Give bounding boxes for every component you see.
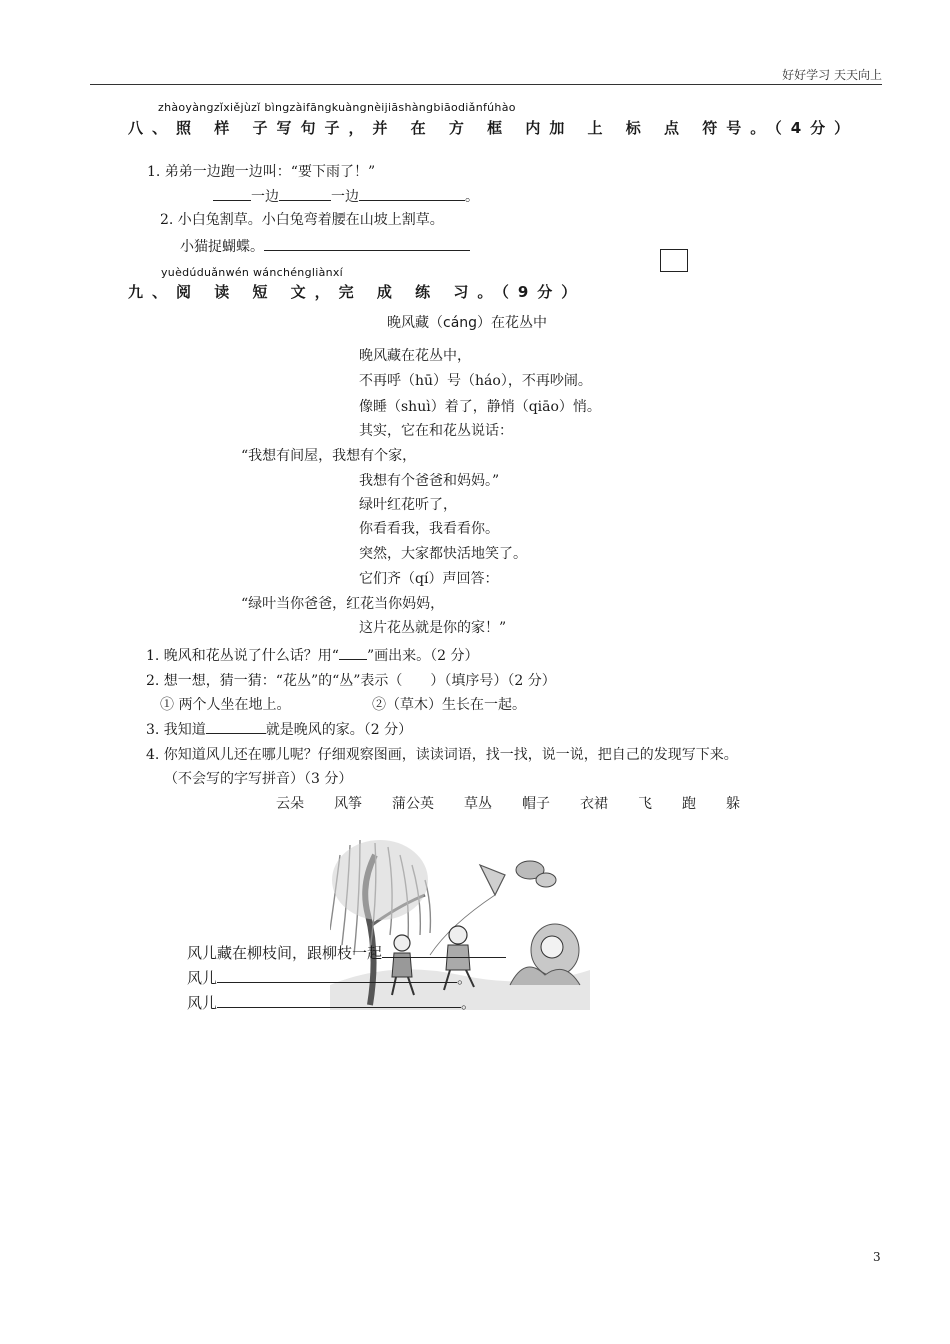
poem-line: 它们齐（qí）声回答： — [359, 571, 499, 587]
poem-line: 这片花丛就是你的家！” — [359, 620, 507, 636]
poem-line: “绿叶当你爸爸，红花当你妈妈， — [241, 596, 445, 612]
butterfly — [516, 861, 556, 887]
answer-line-end: 。 — [457, 969, 473, 987]
punctuation-box[interactable] — [660, 249, 688, 272]
word-item: 风筝 — [334, 796, 362, 812]
word-item: 飞 — [638, 796, 652, 812]
fill-word-b: 一边 — [331, 189, 359, 205]
question-3-text-b: 就是晚风的家。（2 分） — [265, 722, 413, 738]
answer-line-3 — [187, 992, 476, 1013]
section8-pinyin: zhàoyàngzǐxiějùzǐ bìngzàifāngkuàngnèijiāshàngbiāodiǎnfúhào — [158, 101, 516, 114]
word-item: 帽子 — [522, 796, 550, 812]
section8-q2: 2. 小白兔割草。小白兔弯着腰在山坡上割草。 — [160, 212, 444, 228]
poem-line: 我想有个爸爸和妈妈。” — [359, 473, 500, 489]
answer-line-1-prompt: 风儿藏在柳枝间，跟柳枝一起 — [187, 944, 383, 962]
word-item: 躲 — [726, 796, 740, 812]
page-number: 3 — [873, 1250, 881, 1264]
question-1-text-b: ”画出来。（2 分） — [366, 648, 479, 664]
section8-q1-fill-row — [213, 186, 479, 206]
answer-line-end: 。 — [461, 994, 477, 1012]
section9-title: 九、阅 读 短 文，完 成 练 习。（9分） — [128, 283, 586, 301]
girl-in-grass — [510, 924, 580, 985]
question-4: 4. 你知道风儿还在哪儿呢？仔细观察图画，读读词语，找一找，说一说，把自己的发现写下来。 — [146, 747, 738, 763]
header-rule — [90, 84, 882, 85]
answer-line-2-prompt: 风儿 — [187, 969, 218, 987]
word-bank — [276, 793, 740, 813]
blank-line[interactable] — [213, 186, 251, 201]
header-motto: 好好学习 天天向上 — [782, 68, 882, 82]
question-3-text-a: 3. 我知道 — [146, 722, 206, 738]
answer-line-1 — [187, 942, 506, 963]
fill-prompt: 小猫捉蝴蝶。 — [180, 239, 264, 255]
question-1-text-a: 1. 晚风和花丛说了什么话？用“ — [146, 648, 339, 664]
underline-sample — [339, 645, 367, 660]
poem-line: 其实，它在和花丛说话： — [359, 423, 513, 439]
section8-title: 八、照 样 子写句子，并 在 方 框 内加 上 标 点 符号。（4分） — [128, 119, 859, 137]
question-2: 2. 想一想，猜一猜：“花丛”的“丛”表示（ ）（填序号）（2 分） — [146, 673, 556, 689]
section9-pinyin: yuèdúduǎnwén wánchéngliànxí — [161, 266, 344, 279]
question-1 — [146, 645, 478, 665]
poem-line: 像睡（shuì）着了，静悄（qiāo）悄。 — [359, 399, 601, 415]
word-item: 云朵 — [276, 796, 304, 812]
answer-line-2 — [187, 967, 472, 988]
poem-line: 晚风藏在花丛中， — [359, 348, 471, 364]
blank-line[interactable] — [217, 993, 461, 1008]
fill-end: 。 — [465, 189, 479, 205]
section8-q1: 1. 弟弟一边跑一边叫：“要下雨了！” — [147, 164, 376, 180]
word-item: 跑 — [682, 796, 696, 812]
word-item: 草丛 — [464, 796, 492, 812]
blank-line[interactable] — [279, 186, 331, 201]
question-4-note: （不会写的字写拼音）（3 分） — [164, 771, 353, 787]
poem-title: 晚风藏（cáng）在花丛中 — [387, 315, 548, 331]
question-2-option-2: ②（草木）生长在一起。 — [372, 697, 526, 713]
question-3 — [146, 719, 412, 739]
blank-line[interactable] — [264, 236, 470, 251]
fill-word-a: 一边 — [251, 189, 279, 205]
poem-line: “我想有间屋，我想有个家， — [241, 448, 417, 464]
poem-line: 突然，大家都快活地笑了。 — [359, 546, 527, 562]
willow-canopy — [332, 840, 428, 920]
word-item: 衣裙 — [580, 796, 608, 812]
poem-line: 不再呼（hū）号（háo），不再吵闹。 — [359, 373, 592, 389]
word-item: 蒲公英 — [392, 796, 434, 812]
poem-line: 你看看我，我看看你。 — [359, 521, 499, 537]
blank-line[interactable] — [206, 719, 266, 734]
blank-line[interactable] — [382, 943, 506, 958]
kite — [480, 865, 505, 895]
question-2-option-1: ① 两个人坐在地上。 — [160, 697, 291, 713]
answer-line-3-prompt: 风儿 — [187, 994, 218, 1012]
blank-line[interactable] — [217, 968, 457, 983]
blank-line[interactable] — [359, 186, 465, 201]
poem-line: 绿叶红花听了， — [359, 497, 457, 513]
section8-q2-fill-row — [180, 236, 470, 256]
